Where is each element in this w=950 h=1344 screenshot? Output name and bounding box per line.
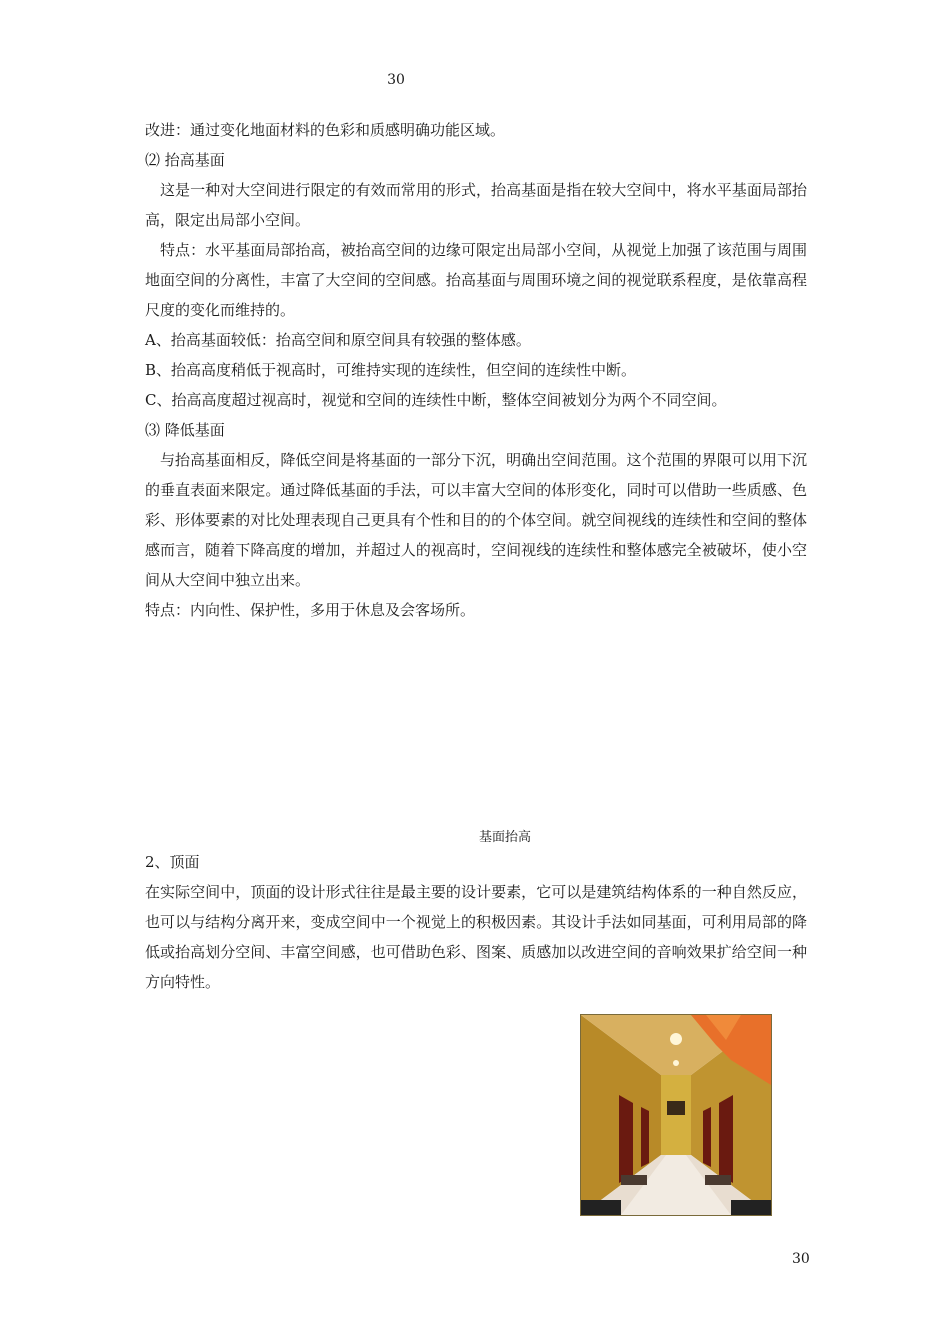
corridor-photo [580, 1014, 772, 1216]
heading-lowered-base: ⑶ 降低基面 [145, 421, 225, 439]
corridor-illustration [581, 1015, 771, 1215]
section-ceiling [145, 847, 807, 997]
paragraph-improvement: 改进：通过变化地面材料的色彩和质感明确功能区域。 [145, 121, 506, 139]
paragraph-raised-base-intro: 这是一种对大空间进行限定的有效而常用的形式，抬高基面是指在较大空间中，将水平基面局部抬高，限定出局部小空间。 [145, 181, 807, 229]
list-item-c: C、抬高高度超过视高时，视觉和空间的连续性中断，整体空间被划分为两个不同空间。 [145, 391, 727, 409]
figure-caption: 基面抬高 [478, 830, 531, 845]
list-item-a: A、抬高基面较低：抬高空间和原空间具有较强的整体感。 [145, 331, 531, 349]
list-item-b: B、抬高高度稍低于视高时，可维持实现的连续性，但空间的连续性中断。 [145, 361, 637, 379]
paragraph-lowered-base: 与抬高基面相反，降低空间是将基面的一部分下沉，明确出空间范围。这个范围的界限可以用下沉的垂直表面来限定。通过降低基面的手法，可以丰富大空间的体形变化，同时可以借助一些质感、色彩、形体要素的对比处理表现自己更具有个性和目的的个体空间。就空间视线的连续性和空间的整体感而言，随着下降高度的增加，并超过人的视高时，空间视线的连续性和整体感完全被破坏，使小空间从大空间中独立出来。 [145, 451, 807, 589]
paragraph-ceiling: 在实际空间中，顶面的设计形式往往是最主要的设计要素，它可以是建筑结构体系的一种自然反应，也可以与结构分离开来，变成空间中一个视觉上的积极因素。其设计手法如同基面，可利用局部的降低或抬高划分空间、丰富空间感，也可借助色彩、图案、质感加以改进空间的音响效果扩给空间一种方向特性。 [145, 883, 807, 991]
heading-raised-base: ⑵ 抬高基面 [145, 151, 225, 169]
paragraph-raised-base-features: 特点：水平基面局部抬高，被抬高空间的边缘可限定出局部小空间，从视觉上加强了该范围与周围地面空间的分离性，丰富了大空间的空间感。抬高基面与周围环境之间的视觉联系程度，是依靠高程尺度的变化而维持的。 [145, 241, 807, 319]
page-number-top: 30 [387, 72, 405, 88]
page-number-bottom: 30 [792, 1251, 810, 1267]
heading-ceiling: 2、顶面 [145, 853, 200, 871]
section-base-treatment [145, 115, 807, 625]
paragraph-lowered-features: 特点：内向性、保护性，多用于休息及会客场所。 [145, 601, 476, 619]
